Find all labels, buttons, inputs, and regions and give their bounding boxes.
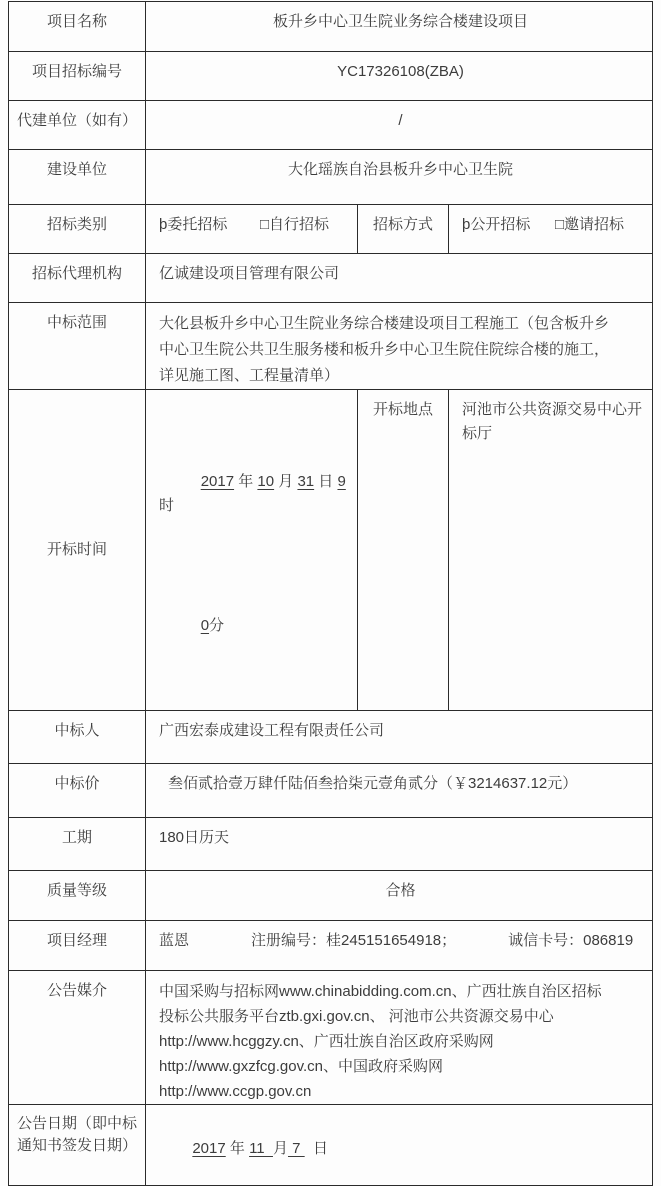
row-winner [9, 711, 653, 764]
announce-date-day: 7 [287, 1140, 305, 1157]
announce-media-value [146, 971, 653, 1105]
bid-opening-time-value [146, 390, 358, 711]
checkbox-entrusted-tender-checked: þ委托招标 [159, 216, 228, 233]
checkbox-self-tender-unchecked: □自行招标 [259, 216, 329, 233]
row-announce-date [9, 1105, 653, 1186]
award-scope-line: 大化县板升乡中心卫生院业务综合楼建设项目工程施工（包含板升乡 [159, 315, 610, 332]
row-tender-category [9, 205, 653, 254]
day-unit: 日 [314, 473, 338, 490]
winner-label: 中标人 [9, 711, 146, 764]
month-unit: 月 [274, 473, 298, 490]
agent-construction-unit-label: 代建单位（如有） [9, 101, 146, 150]
tender-agency-label: 招标代理机构 [9, 254, 146, 303]
project-manager-label: 项目经理 [9, 921, 146, 971]
bid-opening-minute: 0 [200, 617, 210, 634]
project-name-value: 板升乡中心卫生院业务综合楼建设项目 [146, 2, 653, 52]
quality-grade-value: 合格 [146, 871, 653, 921]
agent-construction-unit-value: / [146, 101, 653, 150]
bid-announcement-table [8, 1, 653, 1186]
row-project-manager [9, 921, 653, 971]
minute-unit: 分 [209, 617, 225, 634]
announce-media-line: http://www.ccgp.gov.cn [159, 1083, 312, 1100]
checkbox-invited-tender-unchecked: □邀请招标 [554, 216, 625, 233]
row-quality-grade [9, 871, 653, 921]
row-agent-construction-unit [9, 101, 653, 150]
award-price-label: 中标价 [9, 764, 146, 818]
construction-unit-label: 建设单位 [9, 150, 146, 205]
bid-opening-place-label: 开标地点 [358, 390, 449, 711]
row-award-scope [9, 303, 653, 390]
row-project-name [9, 2, 653, 52]
project-manager-name: 蓝恩 [159, 932, 190, 949]
duration-value: 180日历天 [146, 818, 653, 871]
tender-category-options [146, 205, 358, 254]
project-manager-value [146, 921, 653, 971]
project-manager-registration-number: 注册编号：桂245151654918； [251, 932, 457, 949]
project-manager-credit-card-number: 诚信卡号：086819 [508, 932, 634, 949]
bid-opening-place-value: 河池市公共资源交易中心开标厅 [449, 390, 653, 711]
announce-media-line: http://www.gxzfcg.gov.cn、中国政府采购网 [159, 1058, 443, 1075]
bid-opening-time-label: 开标时间 [9, 390, 146, 711]
month-unit: 月 [272, 1140, 288, 1157]
bid-opening-day: 31 [297, 473, 315, 490]
day-unit: 日 [304, 1140, 329, 1157]
award-price-value: 叁佰贰拾壹万肆仟陆佰叁拾柒元壹角贰分（￥3214637.12元） [146, 764, 653, 818]
bid-opening-year: 2017 [200, 473, 235, 490]
award-scope-line: 详见施工图、工程量清单） [159, 367, 340, 384]
award-scope-line: 中心卫生院公共卫生服务楼和板升乡中心卫生院住院综合楼的施工， [159, 341, 610, 358]
announce-date-value [146, 1105, 653, 1186]
row-tender-number [9, 52, 653, 101]
tender-category-label: 招标类别 [9, 205, 146, 254]
bid-opening-month: 10 [257, 473, 275, 490]
row-tender-agency [9, 254, 653, 303]
project-name-label: 项目名称 [9, 2, 146, 52]
row-construction-unit [9, 150, 653, 205]
duration-label: 工期 [9, 818, 146, 871]
tender-method-label: 招标方式 [358, 205, 449, 254]
year-unit: 年 [234, 473, 258, 490]
announce-media-line: 中国采购与招标网www.chinabidding.com.cn、广西壮族自治区招标 [159, 983, 602, 1000]
construction-unit-value: 大化瑶族自治县板升乡中心卫生院 [146, 150, 653, 205]
announce-date-label: 公告日期（即中标通知书签发日期） [9, 1105, 146, 1186]
row-announce-media [9, 971, 653, 1105]
row-award-price [9, 764, 653, 818]
tender-method-options [449, 205, 653, 254]
tender-number-value: YC17326108(ZBA) [146, 52, 653, 101]
award-scope-value [146, 303, 653, 390]
year-unit: 年 [225, 1140, 250, 1157]
announce-media-line: http://www.hcggzy.cn、广西壮族自治区政府采购网 [159, 1033, 494, 1050]
row-duration [9, 818, 653, 871]
checkbox-open-tender-checked: þ公开招标 [462, 216, 531, 233]
award-scope-label: 中标范围 [9, 303, 146, 390]
tender-number-label: 项目招标编号 [9, 52, 146, 101]
announce-date-month: 11 [249, 1140, 273, 1157]
hour-unit: 时 [159, 473, 350, 514]
quality-grade-label: 质量等级 [9, 871, 146, 921]
bid-opening-hour: 9 [337, 473, 346, 490]
announce-media-label: 公告媒介 [9, 971, 146, 1105]
announce-media-line: 投标公共服务平台ztb.gxi.gov.cn、 河池市公共资源交易中心 [159, 1008, 554, 1025]
winner-value: 广西宏泰成建设工程有限责任公司 [146, 711, 653, 764]
announce-date-year: 2017 [192, 1140, 226, 1157]
tender-agency-value: 亿诚建设项目管理有限公司 [146, 254, 653, 303]
row-bid-opening [9, 390, 653, 711]
